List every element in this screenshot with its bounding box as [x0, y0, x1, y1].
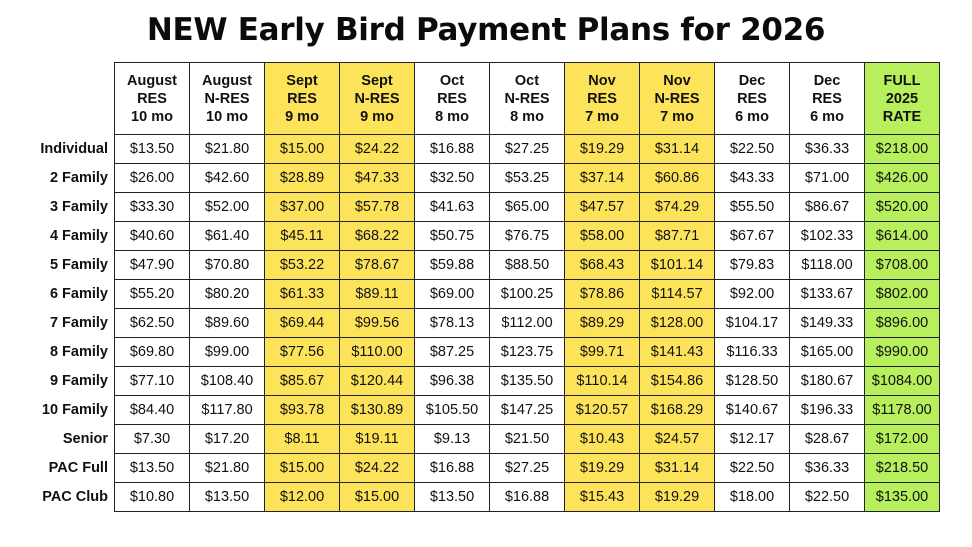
price-cell: $24.22	[340, 135, 415, 164]
price-cell: $65.00	[490, 193, 565, 222]
price-cell: $78.67	[340, 251, 415, 280]
price-cell: $19.29	[565, 454, 640, 483]
price-cell: $37.14	[565, 164, 640, 193]
price-cell: $78.86	[565, 280, 640, 309]
price-cell: $426.00	[865, 164, 940, 193]
price-cell: $50.75	[415, 222, 490, 251]
price-cell: $172.00	[865, 425, 940, 454]
price-cell: $168.29	[640, 396, 715, 425]
price-cell: $28.67	[790, 425, 865, 454]
price-cell: $47.57	[565, 193, 640, 222]
price-cell: $16.88	[415, 454, 490, 483]
price-cell: $47.90	[115, 251, 190, 280]
price-cell: $24.57	[640, 425, 715, 454]
price-cell: $69.44	[265, 309, 340, 338]
price-cell: $8.11	[265, 425, 340, 454]
column-header-line: 2025	[885, 90, 919, 107]
table-row	[10, 425, 940, 454]
price-cell: $68.43	[565, 251, 640, 280]
table-row	[10, 164, 940, 193]
column-header-line: August	[127, 72, 177, 89]
price-cell: $13.50	[115, 135, 190, 164]
price-cell: $19.11	[340, 425, 415, 454]
price-cell: $26.00	[115, 164, 190, 193]
page-title: NEW Early Bird Payment Plans for 2026	[146, 12, 826, 48]
price-cell: $74.29	[640, 193, 715, 222]
price-cell: $130.89	[340, 396, 415, 425]
price-cell: $7.30	[115, 425, 190, 454]
column-header-line: RES	[812, 90, 842, 107]
row-label: 8 Family	[10, 338, 115, 367]
table-row	[10, 454, 940, 483]
row-label: 7 Family	[10, 309, 115, 338]
column-header-line: RATE	[882, 108, 922, 125]
column-header-line: RES	[587, 90, 617, 107]
corner-cell	[10, 63, 115, 135]
price-cell: $31.14	[640, 454, 715, 483]
price-cell: $87.71	[640, 222, 715, 251]
price-cell: $32.50	[415, 164, 490, 193]
table-body	[10, 135, 940, 512]
price-cell: $41.63	[415, 193, 490, 222]
price-cell: $89.60	[190, 309, 265, 338]
row-label: 6 Family	[10, 280, 115, 309]
price-cell: $114.57	[640, 280, 715, 309]
price-cell: $93.78	[265, 396, 340, 425]
price-cell: $12.17	[715, 425, 790, 454]
price-cell: $76.75	[490, 222, 565, 251]
price-cell: $112.00	[490, 309, 565, 338]
price-cell: $9.13	[415, 425, 490, 454]
column-header	[190, 63, 265, 135]
price-cell: $61.40	[190, 222, 265, 251]
price-cell: $110.00	[340, 338, 415, 367]
table-row	[10, 193, 940, 222]
price-cell: $52.00	[190, 193, 265, 222]
price-cell: $77.10	[115, 367, 190, 396]
price-cell: $12.00	[265, 483, 340, 512]
price-cell: $77.56	[265, 338, 340, 367]
column-header	[790, 63, 865, 135]
price-cell: $60.86	[640, 164, 715, 193]
column-header-line: FULL	[883, 72, 921, 89]
price-cell: $18.00	[715, 483, 790, 512]
price-cell: $15.00	[340, 483, 415, 512]
column-header-line: Dec	[738, 72, 766, 89]
price-cell: $92.00	[715, 280, 790, 309]
price-cell: $15.00	[265, 135, 340, 164]
column-header-line: 8 mo	[435, 108, 469, 125]
price-cell: $22.50	[715, 454, 790, 483]
column-header-line: Nov	[663, 72, 691, 89]
price-cell: $36.33	[790, 454, 865, 483]
column-header	[340, 63, 415, 135]
column-header	[415, 63, 490, 135]
price-cell: $135.00	[865, 483, 940, 512]
price-cell: $218.00	[865, 135, 940, 164]
row-label: PAC Club	[10, 483, 115, 512]
payment-plans-table	[10, 62, 940, 512]
price-cell: $10.80	[115, 483, 190, 512]
column-header	[490, 63, 565, 135]
price-cell: $180.67	[790, 367, 865, 396]
price-cell: $218.50	[865, 454, 940, 483]
column-header-line: RES	[437, 90, 467, 107]
price-cell: $99.56	[340, 309, 415, 338]
column-header	[715, 63, 790, 135]
price-cell: $99.00	[190, 338, 265, 367]
price-cell: $86.67	[790, 193, 865, 222]
price-cell: $68.22	[340, 222, 415, 251]
price-cell: $196.33	[790, 396, 865, 425]
price-cell: $37.00	[265, 193, 340, 222]
column-header-line: RES	[737, 90, 767, 107]
price-cell: $47.33	[340, 164, 415, 193]
column-header	[640, 63, 715, 135]
column-header-line: N-RES	[504, 90, 550, 107]
price-cell: $19.29	[565, 135, 640, 164]
price-cell: $141.43	[640, 338, 715, 367]
row-label: 10 Family	[10, 396, 115, 425]
price-cell: $24.22	[340, 454, 415, 483]
price-cell: $36.33	[790, 135, 865, 164]
price-cell: $802.00	[865, 280, 940, 309]
price-cell: $99.71	[565, 338, 640, 367]
price-cell: $22.50	[790, 483, 865, 512]
price-cell: $22.50	[715, 135, 790, 164]
price-cell: $708.00	[865, 251, 940, 280]
price-cell: $128.00	[640, 309, 715, 338]
price-cell: $100.25	[490, 280, 565, 309]
price-cell: $21.80	[190, 454, 265, 483]
row-label: Senior	[10, 425, 115, 454]
row-label: 3 Family	[10, 193, 115, 222]
price-cell: $118.00	[790, 251, 865, 280]
price-cell: $69.80	[115, 338, 190, 367]
price-cell: $149.33	[790, 309, 865, 338]
column-header-line: 6 mo	[735, 108, 769, 125]
row-label: Individual	[10, 135, 115, 164]
column-header-line: 9 mo	[360, 108, 394, 125]
price-cell: $45.11	[265, 222, 340, 251]
table-row	[10, 396, 940, 425]
price-cell: $13.50	[190, 483, 265, 512]
table-row	[10, 483, 940, 512]
price-cell: $154.86	[640, 367, 715, 396]
price-cell: $33.30	[115, 193, 190, 222]
price-cell: $990.00	[865, 338, 940, 367]
price-cell: $27.25	[490, 454, 565, 483]
price-cell: $21.80	[190, 135, 265, 164]
price-cell: $19.29	[640, 483, 715, 512]
price-cell: $84.40	[115, 396, 190, 425]
column-header-line: RES	[137, 90, 167, 107]
column-header-line: Oct	[439, 72, 465, 89]
header-row	[10, 63, 940, 135]
column-header-line: 8 mo	[510, 108, 544, 125]
price-cell: $80.20	[190, 280, 265, 309]
price-cell: $43.33	[715, 164, 790, 193]
price-cell: $117.80	[190, 396, 265, 425]
price-cell: $61.33	[265, 280, 340, 309]
price-cell: $53.22	[265, 251, 340, 280]
price-cell: $62.50	[115, 309, 190, 338]
price-cell: $96.38	[415, 367, 490, 396]
row-label: 9 Family	[10, 367, 115, 396]
price-cell: $110.14	[565, 367, 640, 396]
column-header-line: N-RES	[354, 90, 400, 107]
price-cell: $135.50	[490, 367, 565, 396]
price-cell: $69.00	[415, 280, 490, 309]
price-cell: $140.67	[715, 396, 790, 425]
price-cell: $17.20	[190, 425, 265, 454]
price-cell: $123.75	[490, 338, 565, 367]
price-cell: $133.67	[790, 280, 865, 309]
table-row	[10, 367, 940, 396]
table-row	[10, 280, 940, 309]
price-cell: $102.33	[790, 222, 865, 251]
price-cell: $55.20	[115, 280, 190, 309]
column-header-line: Nov	[588, 72, 616, 89]
price-cell: $78.13	[415, 309, 490, 338]
price-cell: $71.00	[790, 164, 865, 193]
column-header-line: RES	[287, 90, 317, 107]
price-cell: $40.60	[115, 222, 190, 251]
column-header-line: N-RES	[654, 90, 700, 107]
column-header	[265, 63, 340, 135]
price-cell: $104.17	[715, 309, 790, 338]
row-label: 2 Family	[10, 164, 115, 193]
price-cell: $13.50	[115, 454, 190, 483]
price-cell: $27.25	[490, 135, 565, 164]
column-header-line: Oct	[514, 72, 540, 89]
price-cell: $15.00	[265, 454, 340, 483]
price-cell: $120.44	[340, 367, 415, 396]
table-row	[10, 309, 940, 338]
price-cell: $67.67	[715, 222, 790, 251]
table-row	[10, 251, 940, 280]
row-label: PAC Full	[10, 454, 115, 483]
row-label: 5 Family	[10, 251, 115, 280]
price-cell: $165.00	[790, 338, 865, 367]
price-cell: $70.80	[190, 251, 265, 280]
price-cell: $15.43	[565, 483, 640, 512]
price-cell: $128.50	[715, 367, 790, 396]
table-row	[10, 338, 940, 367]
column-header-line: 9 mo	[285, 108, 319, 125]
price-cell: $520.00	[865, 193, 940, 222]
price-cell: $55.50	[715, 193, 790, 222]
column-header-line: 6 mo	[810, 108, 844, 125]
column-header	[565, 63, 640, 135]
price-cell: $108.40	[190, 367, 265, 396]
price-cell: $53.25	[490, 164, 565, 193]
price-cell: $42.60	[190, 164, 265, 193]
price-cell: $101.14	[640, 251, 715, 280]
column-header-line: N-RES	[204, 90, 250, 107]
price-cell: $105.50	[415, 396, 490, 425]
price-cell: $16.88	[415, 135, 490, 164]
column-header-line: Dec	[813, 72, 841, 89]
column-header-line: 10 mo	[131, 108, 173, 125]
column-header-line: Sept	[361, 72, 393, 89]
price-cell: $13.50	[415, 483, 490, 512]
table-row	[10, 222, 940, 251]
column-header-line: Sept	[286, 72, 318, 89]
price-cell: $87.25	[415, 338, 490, 367]
price-cell: $88.50	[490, 251, 565, 280]
price-cell: $85.67	[265, 367, 340, 396]
price-cell: $614.00	[865, 222, 940, 251]
column-header	[865, 63, 940, 135]
price-cell: $28.89	[265, 164, 340, 193]
price-cell: $120.57	[565, 396, 640, 425]
column-header-line: 7 mo	[660, 108, 694, 125]
row-label: 4 Family	[10, 222, 115, 251]
price-cell: $147.25	[490, 396, 565, 425]
column-header	[115, 63, 190, 135]
price-cell: $79.83	[715, 251, 790, 280]
price-cell: $16.88	[490, 483, 565, 512]
price-cell: $58.00	[565, 222, 640, 251]
price-cell: $1178.00	[865, 396, 940, 425]
price-cell: $31.14	[640, 135, 715, 164]
price-cell: $116.33	[715, 338, 790, 367]
column-header-line: 7 mo	[585, 108, 619, 125]
price-cell: $89.29	[565, 309, 640, 338]
column-header-line: August	[202, 72, 252, 89]
price-cell: $57.78	[340, 193, 415, 222]
price-cell: $21.50	[490, 425, 565, 454]
column-header-line: 10 mo	[206, 108, 248, 125]
price-cell: $10.43	[565, 425, 640, 454]
table-row	[10, 135, 940, 164]
price-cell: $89.11	[340, 280, 415, 309]
price-cell: $896.00	[865, 309, 940, 338]
price-cell: $59.88	[415, 251, 490, 280]
price-cell: $1084.00	[865, 367, 940, 396]
